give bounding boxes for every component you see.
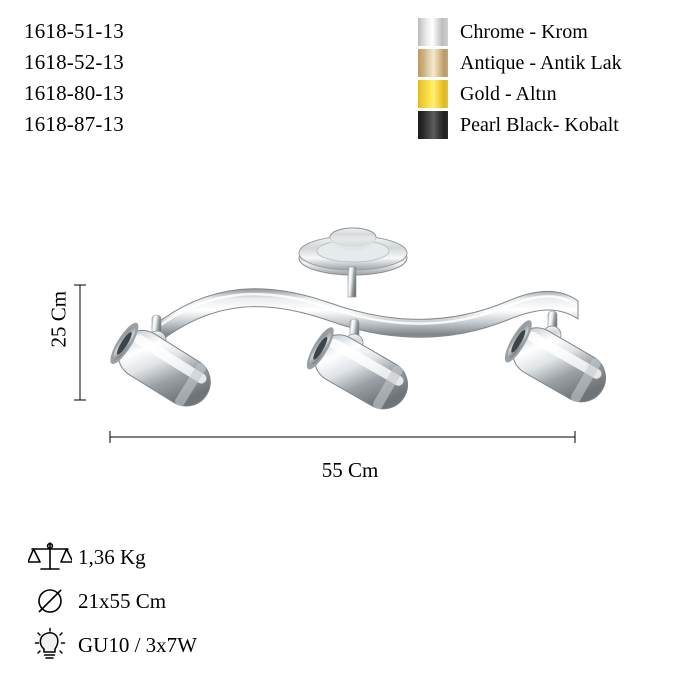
antique-swatch xyxy=(418,49,448,77)
product-code-list xyxy=(24,16,284,140)
ceiling-mount xyxy=(299,228,407,297)
spec-value-bulb: GU10 / 3x7W xyxy=(78,633,197,657)
product-code: 1618-80-13 xyxy=(24,81,124,105)
gold-swatch xyxy=(418,80,448,108)
finish-row xyxy=(418,16,688,47)
finish-row xyxy=(418,78,688,109)
finish-label: Gold - Altın xyxy=(460,82,557,105)
finish-legend xyxy=(418,16,688,140)
finish-row xyxy=(418,47,688,78)
spec-row-weight xyxy=(22,535,422,579)
width-dimension-label: 55 Cm xyxy=(321,458,379,482)
spec-value-weight: 1,36 Kg xyxy=(78,545,146,569)
spec-row-bulb xyxy=(22,623,422,667)
spec-list xyxy=(22,535,422,667)
finish-label: Antique - Antik Lak xyxy=(460,51,622,74)
scale-icon xyxy=(22,540,78,574)
bulb-icon xyxy=(22,627,78,663)
spec-value-size: 21x55 Cm xyxy=(78,589,167,613)
product-code: 1618-51-13 xyxy=(24,19,124,43)
diameter-icon xyxy=(22,584,78,618)
spec-row-size xyxy=(22,579,422,623)
height-dimension-label: 25 Cm xyxy=(46,290,71,348)
chrome-swatch xyxy=(418,18,448,46)
spot-head-right xyxy=(500,311,614,411)
finish-label: Pearl Black- Kobalt xyxy=(460,113,619,136)
product-code: 1618-52-13 xyxy=(24,50,124,74)
finish-row xyxy=(418,109,688,140)
product-code: 1618-87-13 xyxy=(24,112,124,136)
finish-label: Chrome - Krom xyxy=(460,20,588,43)
pearl-black-swatch xyxy=(418,111,448,139)
